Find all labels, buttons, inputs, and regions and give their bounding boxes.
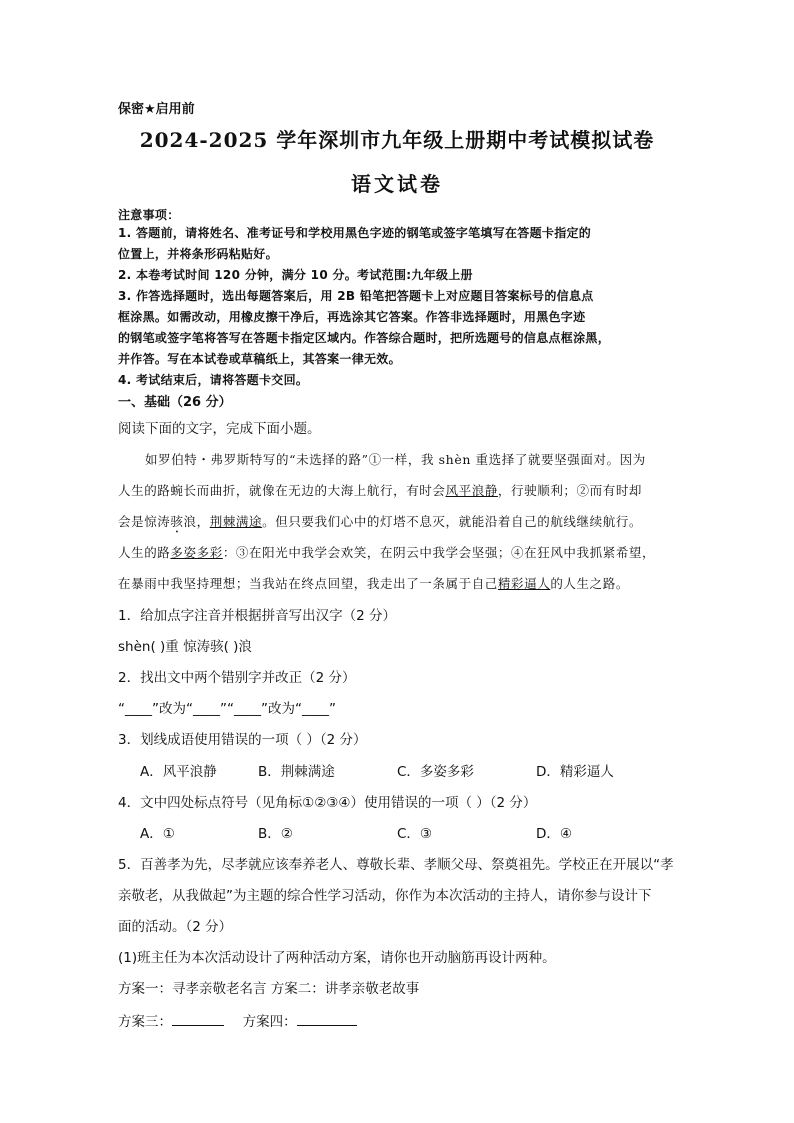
question-1: 1．给加点字注音并根据拼音写出汉字（2 分） [118,608,396,624]
question-4-option-a: A．① [140,826,175,842]
passage-line-4: 人生的路多姿多彩：③在阳光中我学会欢笑，在阴云中我学会坚强；④在狂风中我抓紧希望， [118,545,656,560]
idiom-underlined: 多姿多彩 [170,545,223,560]
question-1-answer-line: shèn( )重 惊涛骇( )浪 [118,639,252,655]
passage-line-2: 人生的路蜿长而曲折，就像在无边的大海上航行，有时会风平浪静，行驶顺利；②而有时却 [118,483,643,498]
notice-heading: 注意事项： [118,208,180,222]
exam-subtitle: 语文试卷 [351,172,443,196]
question-5-subquestion: (1)班主任为本次活动设计了两种活动方案，请你也开动脑筋再设计两种。 [118,950,556,966]
passage-line-3: 会是惊涛骇浪，荆棘满途。但只要我们心中的灯塔不息灭，就能沿着自己的航线继续航行。 [118,514,643,529]
question-4-option-c: C．③ [397,826,433,842]
idiom-underlined: 精彩逼人 [497,576,551,591]
question-5: 5．百善孝为先，尽孝就应该奉养老人、尊敬长辈、孝顺父母、祭奠祖先。学校正在开展以“孝 [118,857,674,873]
question-3: 3．划线成语使用错误的一项（ ）（2 分） [118,732,367,748]
question-3-option-a: A．风平浪静 [140,764,217,780]
notice-line: 4. 考试结束后，请将答题卡交回。 [118,373,309,387]
plan-3-blank[interactable] [172,1012,224,1026]
idiom-underlined: 荆棘满途 [209,514,263,529]
notice-line: 1. 答题前，请将姓名、准考证号和学校用黑色字迹的钢笔或签字笔填写在答题卡指定的 [118,226,592,240]
notice-line: 并作答。写在本试卷或草稿纸上，其答案一律无效。 [118,352,401,366]
reading-instruction: 阅读下面的文字，完成下面小题。 [118,421,321,437]
exam-title: 2024-2025 学年深圳市九年级上册期中考试模拟试卷 [139,128,655,152]
idiom-underlined: 风平浪静 [445,483,498,498]
question-5-line-3: 面的活动。（2 分） [118,919,233,935]
passage-line-5: 在暴雨中我坚持理想；当我站在终点回望，我走出了一条属于自己精彩逼人的人生之路。 [118,576,629,591]
notice-line: 3. 作答选择题时，选出每题答案后，用 2B 铅笔把答题卡上对应题目答案标号的信息点 [118,289,594,303]
question-2-answer-line: “____”改为“____”“____”改为“____” [118,701,336,717]
plan-3-label: 方案三： [118,1014,172,1030]
question-4: 4．文中四处标点符号（见角标①②③④）使用错误的一项（ ）（2 分） [118,795,537,811]
question-3-option-d: D．精彩逼人 [536,764,614,780]
confidential-label: 保密★启用前 [118,102,195,117]
question-5-line-2: 亲敬老，从我做起”为主题的综合性学习活动，你作为本次活动的主持人，请你参与设计下 [118,888,652,904]
question-4-option-d: D．④ [536,826,572,842]
plan-blanks [118,1010,357,1030]
passage-line-1: 如罗伯特・弗罗斯特写的“未选择的路”①一样，我 shèn 重选择了就要坚强面对。因为 [145,452,646,467]
plan-4-blank[interactable] [297,1012,357,1026]
question-3-option-b: B．荆棘满途 [258,764,335,780]
notice-line: 2. 本卷考试时间 120 分钟，满分 10 分。考试范围:九年级上册 [118,268,473,282]
plan-list: 方案一：寻孝亲敬老名言 方案二：讲孝亲敬老故事 [118,981,420,997]
question-2: 2．找出文中两个错别字并改正（2 分） [118,670,356,686]
question-3-option-c: C．多姿多彩 [397,764,474,780]
dotted-character: 骇 [170,514,184,529]
notice-line: 的钢笔或签字笔将答写在答题卡指定区域内。作答综合题时，把所选题号的信息点框涂黑， [118,331,611,345]
plan-4-label: 方案四： [242,1014,297,1030]
section-heading: 一、基础（26 分） [118,395,232,410]
question-4-option-b: B．② [258,826,293,842]
notice-line: 位置上，并将条形码粘贴好。 [118,247,278,261]
notice-line: 框涂黑。如需改动，用橡皮擦干净后，再选涂其它答案。作答非选择题时，用黑色字迹 [118,310,586,324]
